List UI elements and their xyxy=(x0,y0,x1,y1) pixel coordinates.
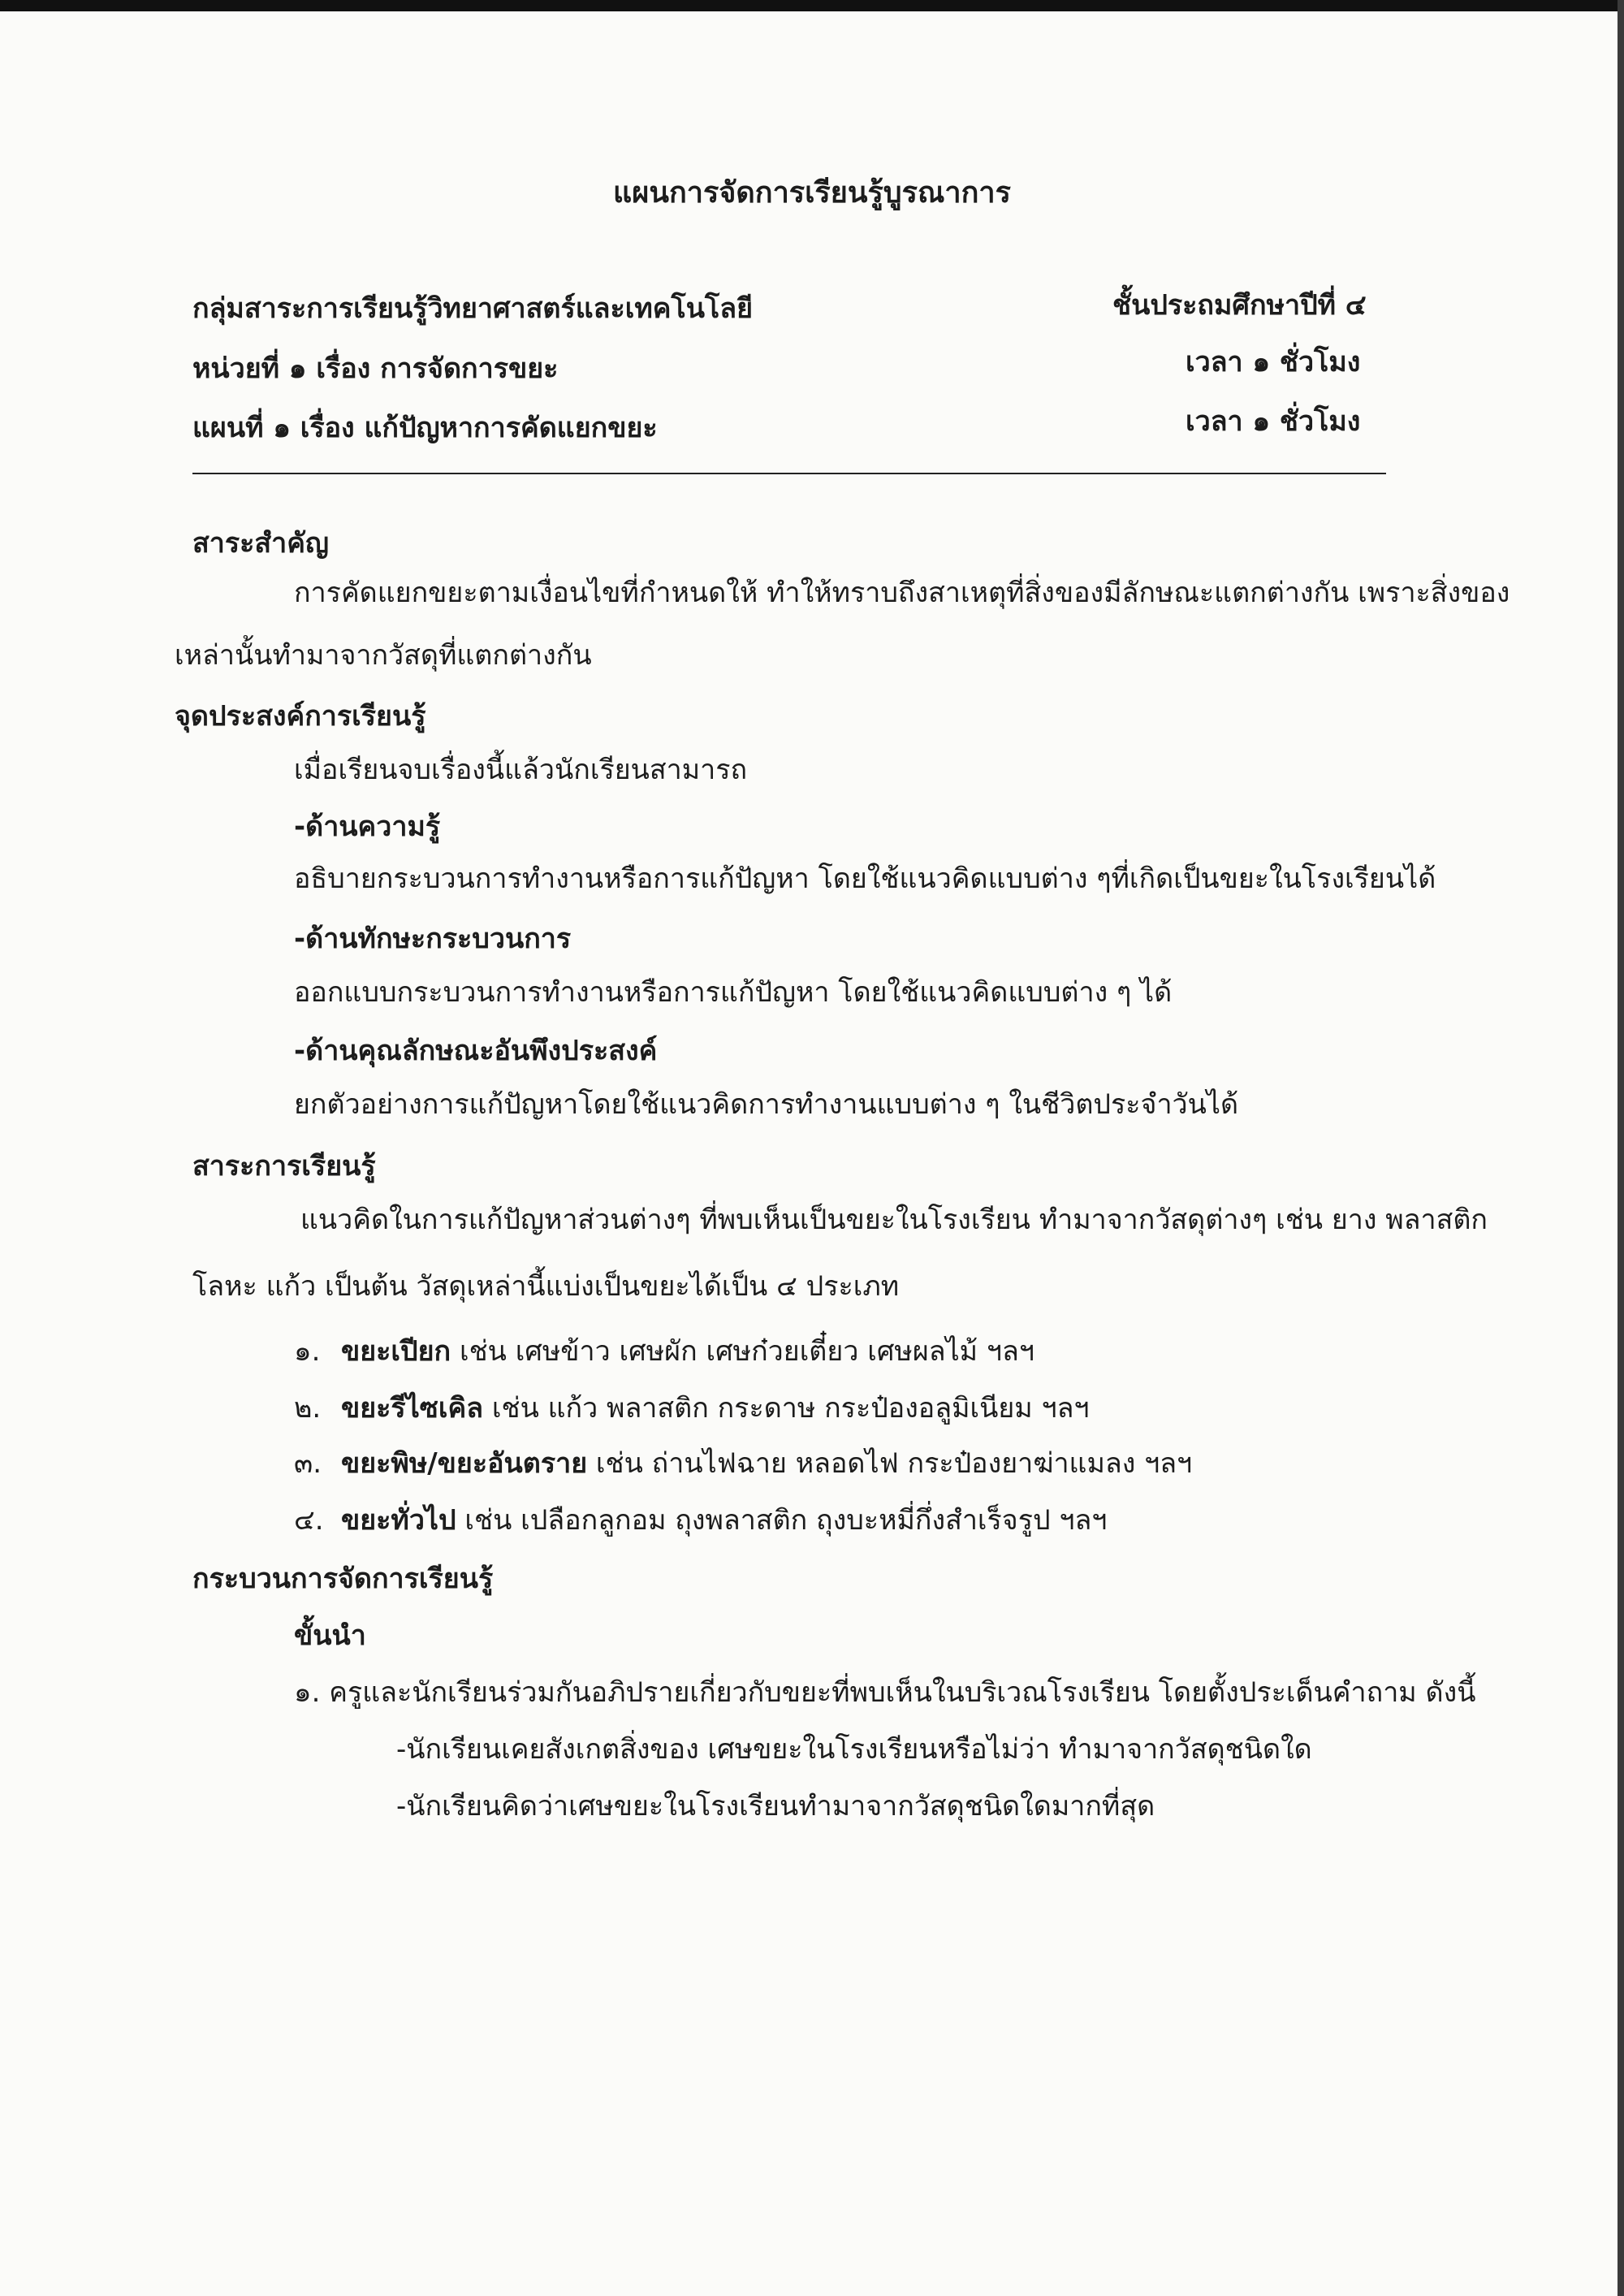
item-number: ๒. xyxy=(294,1392,322,1425)
waste-type-term: ขยะพิษ/ขยะอันตราย xyxy=(341,1447,588,1480)
waste-type-term: ขยะรีไซเคิล xyxy=(341,1392,484,1425)
objectives-intro: เมื่อเรียนจบเรื่องนี้แล้วนักเรียนสามารถ xyxy=(294,754,748,786)
skills-heading: -ด้านทักษะกระบวนการ xyxy=(294,923,572,955)
process-heading: กระบวนการจัดการเรียนรู้ xyxy=(192,1563,494,1595)
step-1-text: ๑. ครูและนักเรียนร่วมกันอภิปรายเกี่ยวกับขยะที่พบเห็นในบริเวณโรงเรียน โดยตั้งประเด็นคำถาม ดังนี้ xyxy=(294,1676,1476,1709)
grade-level: ชั้นประถมศึกษาปีที่ ๔ xyxy=(1112,289,1367,322)
key-concept-line-1: การคัดแยกขยะตามเงื่อนไขที่กำหนดให้ ทำให้ทราบถึงสาเหตุที่สิ่งของมีลักษณะแตกต่างกัน เพราะสิ่งของ xyxy=(294,577,1510,609)
key-concept-heading: สาระสำคัญ xyxy=(192,527,329,560)
header-divider xyxy=(192,473,1386,474)
scan-edge-right xyxy=(1618,0,1624,2296)
scan-edge-top xyxy=(0,0,1624,11)
waste-type-term: ขยะทั่วไป xyxy=(341,1504,456,1537)
item-number: ๑. xyxy=(294,1335,321,1368)
waste-type-item xyxy=(294,1332,1034,1371)
waste-type-term: ขยะเปียก xyxy=(341,1335,451,1368)
attitude-text: ยกตัวอย่างการแก้ปัญหาโดยใช้แนวคิดการทำงานแบบต่าง ๆ ในชีวิตประจำวันได้ xyxy=(294,1088,1239,1121)
waste-type-item xyxy=(294,1444,1192,1483)
question-2: -นักเรียนคิดว่าเศษขยะในโรงเรียนทำมาจากวัสดุชนิดใดมากที่สุด xyxy=(396,1790,1155,1823)
subject-group: กลุ่มสาระการเรียนรู้วิทยาศาสตร์และเทคโนโลยี xyxy=(192,292,754,325)
content-heading: สาระการเรียนรู้ xyxy=(192,1150,376,1183)
waste-type-desc: เช่น เปลือกลูกอม ถุงพลาสติก ถุงบะหมี่กึ่งสำเร็จรูป ฯลฯ xyxy=(456,1504,1108,1537)
waste-type-desc: เช่น ถ่านไฟฉาย หลอดไฟ กระป๋องยาฆ่าแมลง ฯลฯ xyxy=(587,1447,1193,1480)
content-line-1: แนวคิดในการแก้ปัญหาส่วนต่างๆ ที่พบเห็นเป็นขยะในโรงเรียน ทำมาจากวัสดุต่างๆ เช่น ยาง พลาสติก xyxy=(300,1204,1488,1236)
document-title: แผนการจัดการเรียนรู้บูรณาการ xyxy=(613,176,1011,210)
item-number: ๓. xyxy=(294,1447,322,1480)
plan-time: เวลา ๑ ชั่วโมง xyxy=(1186,405,1361,438)
attitude-heading: -ด้านคุณลักษณะอันพึงประสงค์ xyxy=(294,1035,658,1067)
content-line-2: โลหะ แก้ว เป็นต้น วัสดุเหล่านี้แบ่งเป็นขยะได้เป็น ๔ ประเภท xyxy=(192,1270,900,1303)
waste-type-desc: เช่น เศษข้าว เศษผัก เศษก๋วยเตี๋ยว เศษผลไม้ ฯลฯ xyxy=(451,1335,1034,1368)
waste-type-item xyxy=(294,1501,1107,1540)
item-number: ๔. xyxy=(294,1504,324,1537)
waste-type-item xyxy=(294,1389,1090,1428)
skills-text: ออกแบบกระบวนการทำงานหรือการแก้ปัญหา โดยใช้แนวคิดแบบต่าง ๆ ได้ xyxy=(294,976,1173,1009)
waste-type-desc: เช่น แก้ว พลาสติก กระดาษ กระป๋องอลูมิเนียม ฯลฯ xyxy=(483,1392,1090,1425)
question-1: -นักเรียนเคยสังเกตสิ่งของ เศษขยะในโรงเรียนหรือไม่ว่า ทำมาจากวัสดุชนิดใด xyxy=(396,1733,1312,1766)
key-concept-line-2: เหล่านั้นทำมาจากวัสดุที่แตกต่างกัน xyxy=(175,639,592,672)
objectives-heading: จุดประสงค์การเรียนรู้ xyxy=(175,700,426,733)
knowledge-text: อธิบายกระบวนการทำงานหรือการแก้ปัญหา โดยใช้แนวคิดแบบต่าง ๆที่เกิดเป็นขยะในโรงเรียนได้ xyxy=(294,863,1436,895)
knowledge-heading: -ด้านความรู้ xyxy=(294,811,441,843)
plan-title: แผนที่ ๑ เรื่อง แก้ปัญหาการคัดแยกขยะ xyxy=(192,412,658,444)
intro-step-heading: ขั้นนำ xyxy=(294,1619,366,1652)
unit-time: เวลา ๑ ชั่วโมง xyxy=(1186,346,1361,378)
unit-title: หน่วยที่ ๑ เรื่อง การจัดการขยะ xyxy=(192,352,559,385)
